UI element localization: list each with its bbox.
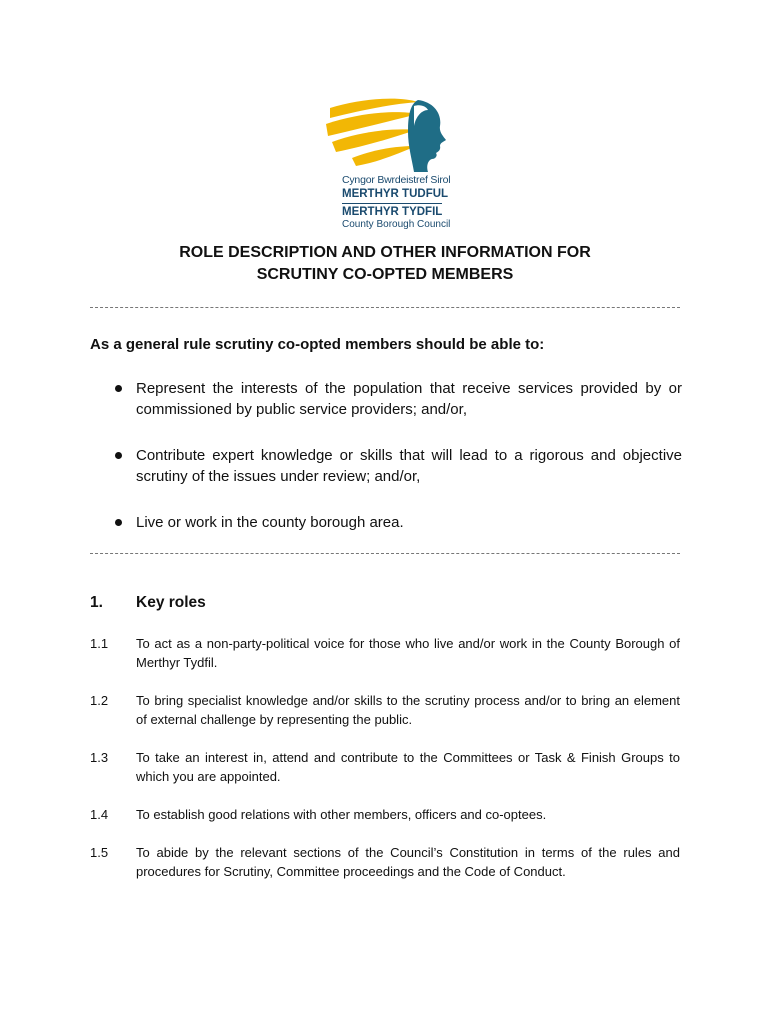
section-title: Key roles: [136, 594, 206, 611]
item-number: 1.1: [90, 636, 109, 651]
item-text: To establish good relations with other members, officers and co-optees.: [136, 807, 547, 822]
title-line-1: ROLE DESCRIPTION AND OTHER INFORMATION FOR: [179, 244, 591, 261]
logo-line-county-borough: County Borough Council: [342, 219, 451, 230]
bullet-icon: [115, 519, 122, 526]
section-heading: [90, 594, 206, 612]
bullet-text: Represent the interests of the population that receive services provided by or commissioned by public service providers; and/or,: [136, 380, 682, 418]
document-title: [90, 242, 680, 286]
item-text: To bring specialist knowledge and/or skills to the scrutiny process and/or to bring an element of external challenge by representing the public.: [136, 693, 680, 727]
item-number: 1.3: [90, 750, 109, 765]
list-item: [90, 691, 680, 729]
item-number: 1.5: [90, 845, 109, 860]
bullet-text: Contribute expert knowledge or skills that will lead to a rigorous and objective scrutiny of the issues under review; and/or,: [136, 447, 682, 485]
list-item: [90, 445, 682, 487]
list-item: [90, 634, 680, 672]
list-item: [90, 748, 680, 786]
council-logo: [322, 96, 452, 236]
list-item: [90, 512, 682, 533]
criteria-list: [90, 378, 682, 558]
item-text: To take an interest in, attend and contribute to the Committees or Task & Finish Groups to which you are appointed.: [136, 750, 680, 784]
item-text: To act as a non-party-political voice for those who live and/or work in the County Borough of Merthyr Tydfil.: [136, 636, 680, 670]
bullet-text: Live or work in the county borough area.: [136, 514, 404, 531]
bullet-icon: [115, 452, 122, 459]
dashed-divider-bottom: [90, 553, 680, 554]
item-text: To abide by the relevant sections of the Council’s Constitution in terms of the rules and procedures for Scrutiny, Committee proceedings and the Code of Conduct.: [136, 845, 680, 879]
item-number: 1.4: [90, 807, 109, 822]
logo-emblem-icon: [322, 96, 452, 174]
logo-line-welsh-council: Cyngor Bwrdeistref Sirol: [342, 174, 451, 186]
item-number: 1.2: [90, 693, 109, 708]
bullet-icon: [115, 385, 122, 392]
section-number: 1.: [90, 594, 103, 611]
list-item: [90, 843, 680, 881]
logo-divider: [342, 203, 442, 204]
title-line-2: SCRUTINY CO-OPTED MEMBERS: [256, 266, 514, 283]
intro-heading: As a general rule scrutiny co-opted members should be able to:: [90, 336, 545, 353]
list-item: [90, 805, 680, 824]
list-item: [90, 378, 682, 420]
logo-line-merthyr-tydfil: MERTHYR TYDFIL: [342, 206, 443, 218]
key-roles-list: [90, 634, 680, 881]
logo-line-merthyr-tudful: MERTHYR TUDFUL: [342, 188, 449, 200]
dashed-divider-top: [90, 307, 680, 308]
